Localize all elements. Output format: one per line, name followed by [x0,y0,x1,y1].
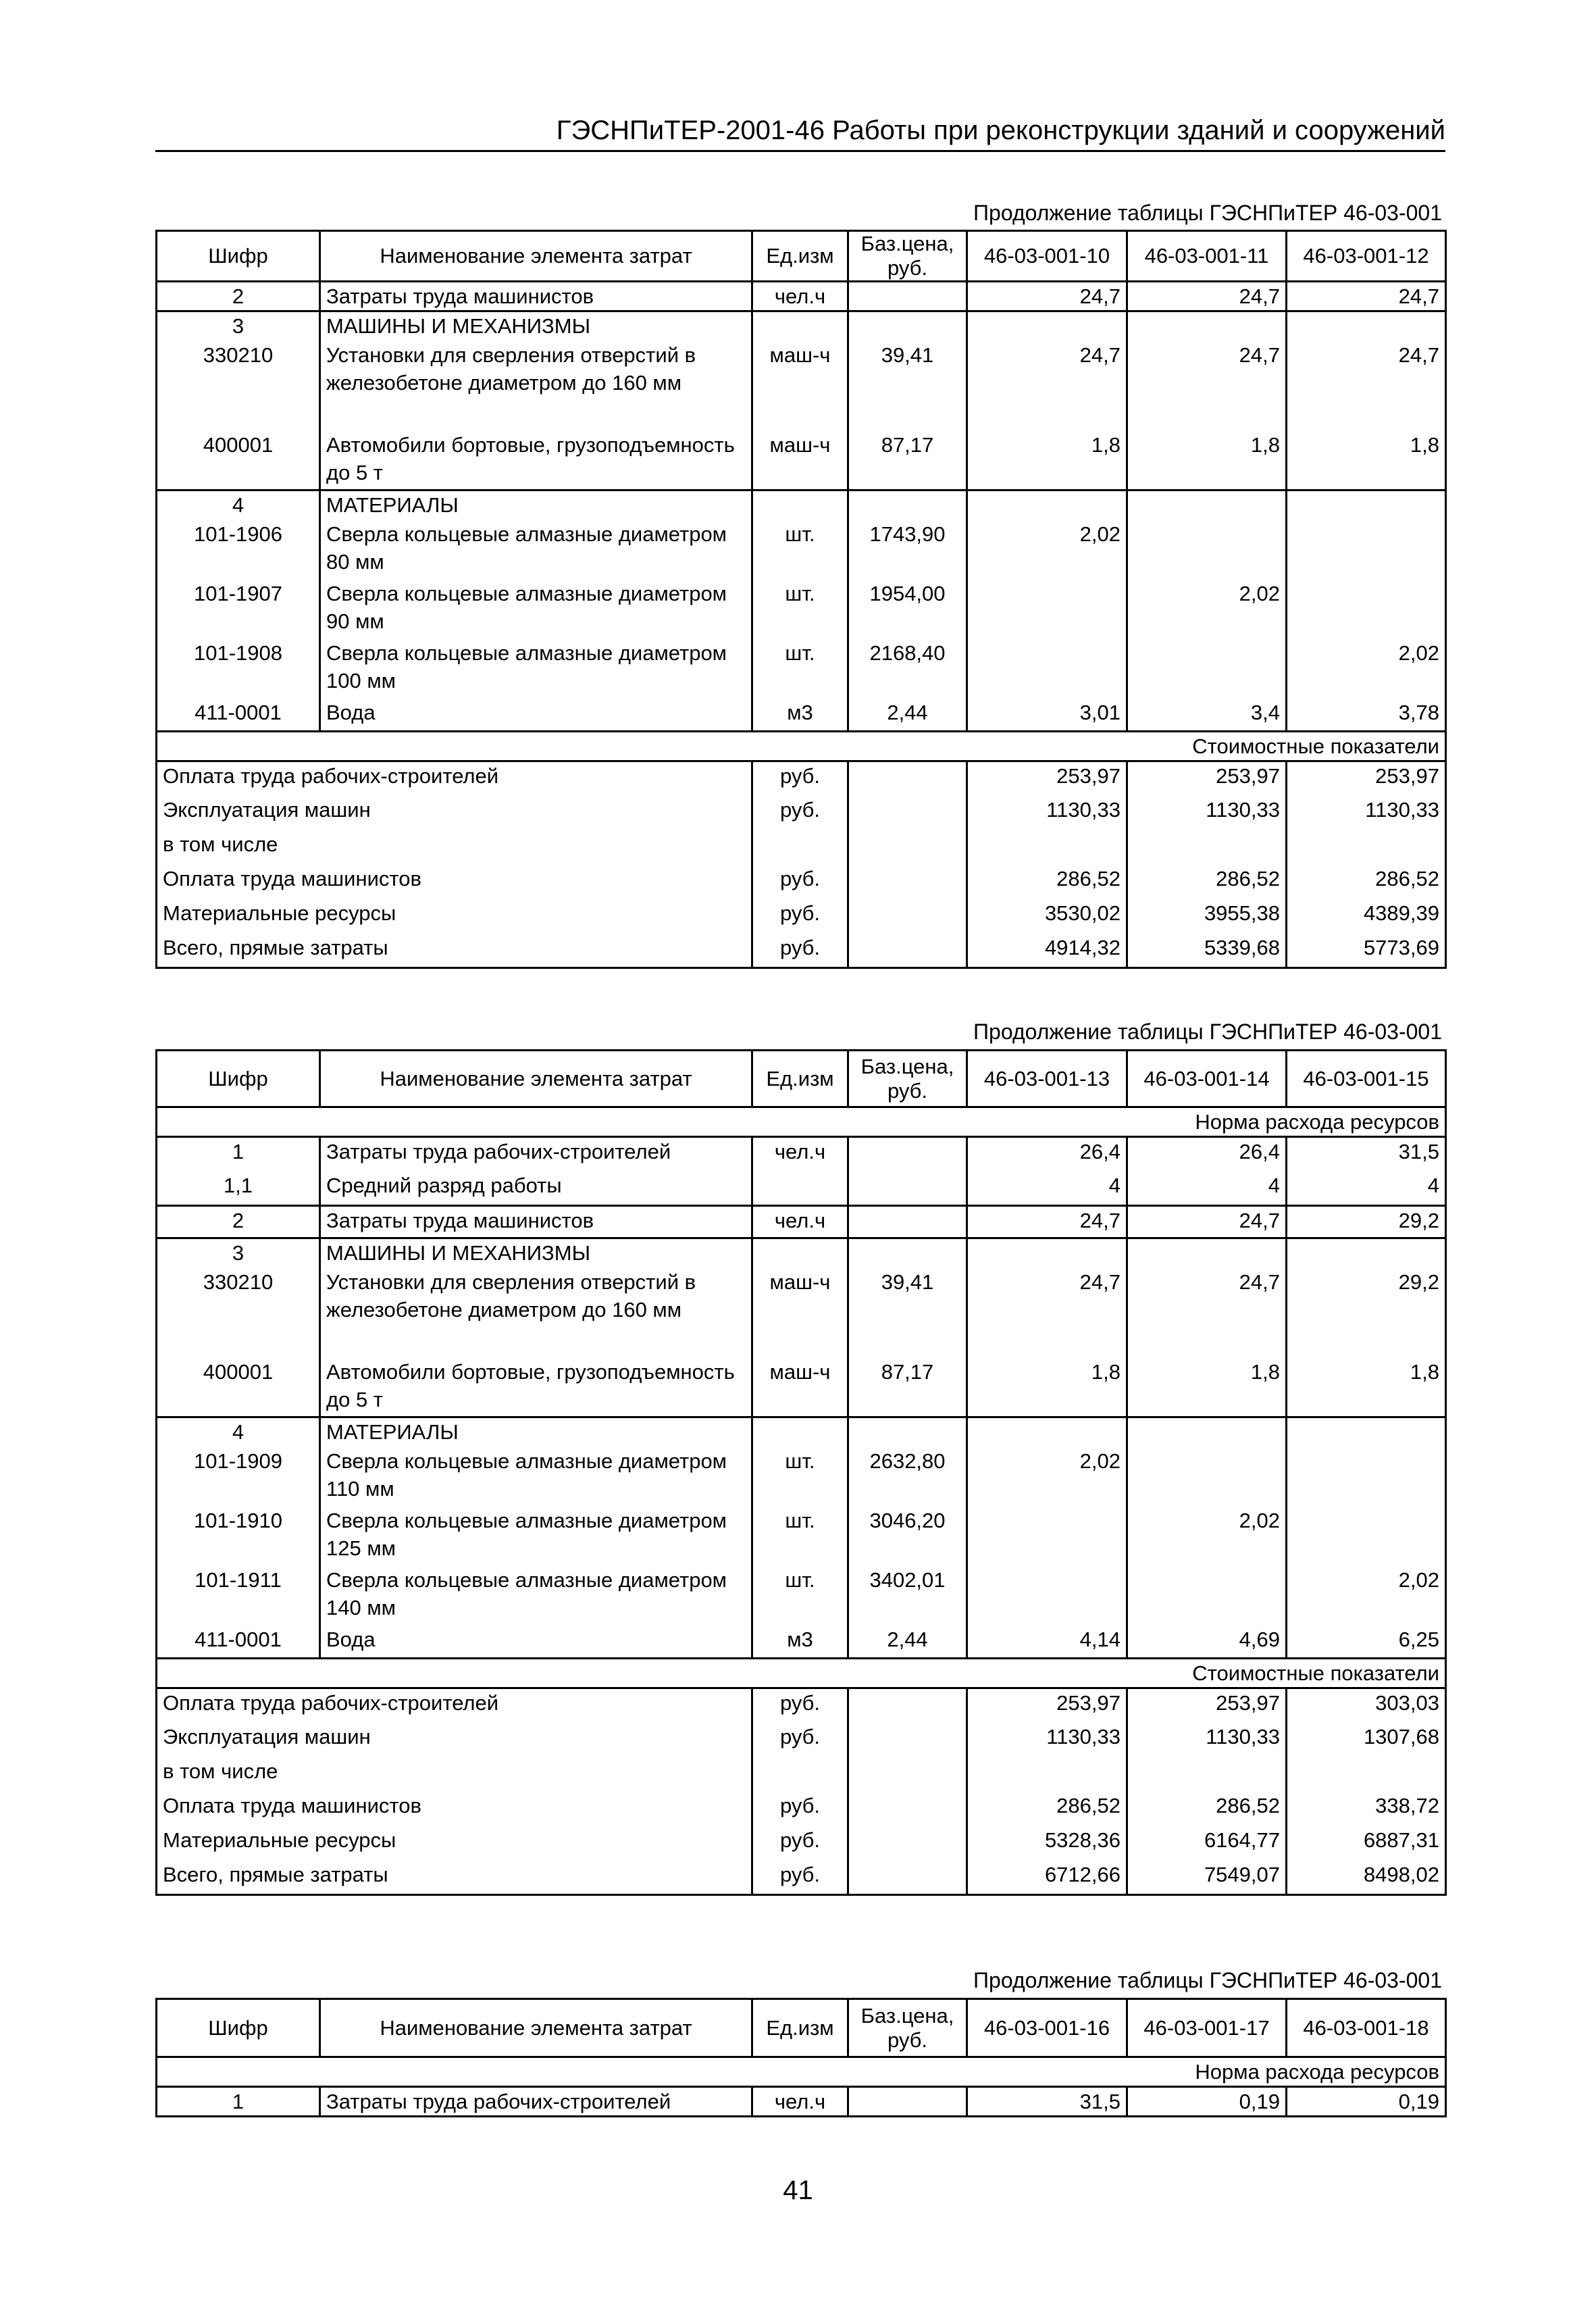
cost-value-cell [967,1757,1127,1792]
table-row [157,1566,1446,1626]
resource-table-3 [155,1998,1447,2117]
norm-value-cell: 2,02 [1287,639,1446,699]
unit-cell: руб. [752,761,848,796]
cost-row [157,934,1446,968]
code-cell: 101-1911 [157,1566,320,1626]
unit-cell: маш-ч [752,341,848,431]
unit-cell [752,1757,848,1792]
norm-value-cell: 1,8 [967,1358,1127,1417]
code-cell: 2 [157,282,320,311]
table-row [157,1137,1446,1172]
table-caption: Продолжение таблицы ГЭСНПиТЕР 46-03-001 [973,1968,1442,1992]
norm-value-cell: 24,7 [1127,1268,1287,1358]
norm-value-cell [967,580,1127,639]
name-cell: Сверла кольцевые алмазные диаметром 110 мм [320,1447,752,1507]
col-norm-header: 46-03-001-18 [1287,1999,1446,2057]
price-cell: 2,44 [848,1626,967,1659]
table-row [157,1417,1446,1447]
price-cell: 2,44 [848,699,967,732]
price-cell [848,1688,967,1723]
unit-cell: м3 [752,1626,848,1659]
norm-value-cell: 1,8 [967,431,1127,491]
name-cell: Средний разряд работы [320,1172,752,1206]
norm-value-cell [1287,491,1446,520]
col-norm-header: 46-03-001-13 [967,1051,1127,1107]
name-cell: Затраты труда рабочих-строителей [320,2087,752,2117]
name-cell: Сверла кольцевые алмазные диаметром 125 мм [320,1507,752,1566]
running-header: ГЭСНПиТЕР-2001-46 Работы при реконструкции зданий и сооружений [556,116,1445,145]
norm-value-cell: 3,78 [1287,699,1446,732]
table-caption: Продолжение таблицы ГЭСНПиТЕР 46-03-001 [973,1020,1442,1044]
code-cell: 411-0001 [157,1626,320,1659]
norm-value-cell [967,1417,1127,1447]
cost-row [157,865,1446,899]
norm-value-cell: 2,02 [1287,1566,1446,1626]
norm-value-cell: 2,02 [1127,1507,1287,1566]
name-cell: Затраты труда машинистов [320,282,752,311]
norm-value-cell: 24,7 [967,1206,1127,1238]
col-code-header: Шифр [157,1051,320,1107]
cost-value-cell: 1307,68 [1287,1723,1446,1757]
cost-value-cell: 286,52 [967,865,1127,899]
cost-row [157,1757,1446,1792]
table-row [157,431,1446,491]
norm-value-cell [1287,1417,1446,1447]
cost-row [157,899,1446,934]
unit-cell [752,491,848,520]
code-cell: 411-0001 [157,699,320,732]
norm-value-cell: 31,5 [967,2087,1127,2117]
table-row [157,1507,1446,1566]
norm-value-cell [967,1238,1127,1268]
unit-cell [752,830,848,865]
norm-value-cell: 4,69 [1127,1626,1287,1659]
norm-value-cell: 3,01 [967,699,1127,732]
name-cell: Вода [320,699,752,732]
unit-cell: руб. [752,1826,848,1861]
norm-value-cell: 4 [967,1172,1127,1206]
norm-value-cell: 29,2 [1287,1206,1446,1238]
name-cell: Затраты труда машинистов [320,1206,752,1238]
unit-cell: руб. [752,1688,848,1723]
price-cell [848,899,967,934]
cost-value-cell: 8498,02 [1287,1861,1446,1895]
cost-row [157,796,1446,830]
cost-value-cell [1127,1757,1287,1792]
norm-value-cell: 24,7 [967,1268,1127,1358]
name-cell: МАТЕРИАЛЫ [320,491,752,520]
cost-name-cell: Эксплуатация машин [157,1723,752,1757]
name-cell: Автомобили бортовые, грузоподъемность до 5 т [320,431,752,491]
code-cell: 101-1908 [157,639,320,699]
table-row [157,2087,1446,2117]
norm-value-cell [967,1507,1127,1566]
price-cell [848,1826,967,1861]
norm-value-cell: 4,14 [967,1626,1127,1659]
price-cell [848,2087,967,2117]
price-cell: 3046,20 [848,1507,967,1566]
cost-name-cell: в том числе [157,830,752,865]
col-unit-header: Ед.изм [752,231,848,282]
cost-section-label: Стоимостные показатели [157,1659,1446,1688]
col-code-header: Шифр [157,231,320,282]
cost-name-cell: Эксплуатация машин [157,796,752,830]
norm-value-cell: 1,8 [1127,431,1287,491]
table-row [157,1172,1446,1206]
unit-cell: руб. [752,796,848,830]
section-row [157,1659,1446,1688]
price-cell [848,761,967,796]
price-cell [848,311,967,341]
unit-cell: маш-ч [752,431,848,491]
cost-name-cell: Оплата труда машинистов [157,865,752,899]
price-cell [848,491,967,520]
norm-value-cell [1127,1566,1287,1626]
section-row [157,2057,1446,2087]
cost-value-cell: 1130,33 [967,1723,1127,1757]
norm-value-cell: 4 [1287,1172,1446,1206]
table-row [157,1447,1446,1507]
norm-value-cell: 26,4 [967,1137,1127,1172]
norm-value-cell [1127,1447,1287,1507]
price-cell: 1954,00 [848,580,967,639]
norm-value-cell [1127,1417,1287,1447]
norm-value-cell [1127,491,1287,520]
norm-value-cell: 3,4 [1127,699,1287,732]
table-row [157,1268,1446,1358]
cost-value-cell: 1130,33 [967,796,1127,830]
price-cell [848,1723,967,1757]
col-code-header: Шифр [157,1999,320,2057]
cost-row [157,1826,1446,1861]
norm-value-cell: 24,7 [1287,282,1446,311]
cost-value-cell [1287,830,1446,865]
resource-table-2 [155,1049,1447,1896]
unit-cell: руб. [752,865,848,899]
cost-value-cell: 1130,33 [1127,1723,1287,1757]
code-cell: 101-1907 [157,580,320,639]
section-row [157,1107,1446,1137]
cost-name-cell: Оплата труда рабочих-строителей [157,1688,752,1723]
unit-cell: шт. [752,580,848,639]
col-norm-header: 46-03-001-15 [1287,1051,1446,1107]
cost-value-cell: 6164,77 [1127,1826,1287,1861]
price-cell: 2632,80 [848,1447,967,1507]
col-name-header: Наименование элемента затрат [320,231,752,282]
cost-value-cell: 253,97 [967,761,1127,796]
norm-value-cell: 1,8 [1287,1358,1446,1417]
norm-value-cell [967,311,1127,341]
code-cell: 1 [157,2087,320,2117]
cost-row [157,761,1446,796]
cost-value-cell: 5339,68 [1127,934,1287,968]
unit-cell: шт. [752,1447,848,1507]
col-norm-header: 46-03-001-16 [967,1999,1127,2057]
cost-section-label: Стоимостные показатели [157,732,1446,761]
cost-name-cell: в том числе [157,1757,752,1792]
name-cell: Вода [320,1626,752,1659]
norm-value-cell [967,1566,1127,1626]
cost-name-cell: Материальные ресурсы [157,899,752,934]
cost-row [157,830,1446,865]
norm-value-cell [1287,580,1446,639]
cost-row [157,1792,1446,1826]
price-cell: 87,17 [848,1358,967,1417]
table-row [157,341,1446,431]
code-cell: 101-1909 [157,1447,320,1507]
unit-cell: чел.ч [752,2087,848,2117]
price-cell [848,1861,967,1895]
norm-value-cell [1287,1238,1446,1268]
unit-cell: шт. [752,1507,848,1566]
cost-value-cell: 6712,66 [967,1861,1127,1895]
norm-value-cell [967,491,1127,520]
unit-cell: чел.ч [752,1137,848,1172]
norm-value-cell: 2,02 [967,1447,1127,1507]
norm-section-label: Норма расхода ресурсов [157,2057,1446,2087]
price-cell [848,1417,967,1447]
cost-value-cell [1287,1757,1446,1792]
col-norm-header: 46-03-001-12 [1287,231,1446,282]
price-cell: 2168,40 [848,639,967,699]
cost-name-cell: Оплата труда рабочих-строителей [157,761,752,796]
code-cell: 400001 [157,1358,320,1417]
cost-row [157,1861,1446,1895]
resource-table-1 [155,230,1447,969]
table-row [157,1206,1446,1238]
code-cell: 400001 [157,431,320,491]
table-row [157,311,1446,341]
norm-value-cell: 4 [1127,1172,1287,1206]
name-cell: Сверла кольцевые алмазные диаметром 140 мм [320,1566,752,1626]
price-cell [848,934,967,968]
cost-value-cell: 286,52 [1127,1792,1287,1826]
table-row [157,1626,1446,1659]
col-norm-header: 46-03-001-10 [967,231,1127,282]
code-cell: 330210 [157,341,320,431]
norm-value-cell: 29,2 [1287,1268,1446,1358]
price-cell [848,830,967,865]
table-row [157,699,1446,732]
price-cell [848,1172,967,1206]
table-row [157,639,1446,699]
norm-value-cell: 24,7 [967,341,1127,431]
cost-name-cell: Всего, прямые затраты [157,1861,752,1895]
page-number: 41 [783,2175,813,2205]
norm-value-cell [1287,1447,1446,1507]
cost-value-cell: 3530,02 [967,899,1127,934]
cost-value-cell [1127,830,1287,865]
unit-cell: руб. [752,1861,848,1895]
price-cell [848,1137,967,1172]
cost-value-cell: 253,97 [1287,761,1446,796]
cost-value-cell: 7549,07 [1127,1861,1287,1895]
price-cell: 39,41 [848,341,967,431]
cost-value-cell: 286,52 [967,1792,1127,1826]
col-norm-header: 46-03-001-11 [1127,231,1287,282]
price-cell [848,1206,967,1238]
table-row [157,520,1446,580]
unit-cell: шт. [752,639,848,699]
unit-cell [752,1417,848,1447]
norm-value-cell: 26,4 [1127,1137,1287,1172]
unit-cell: руб. [752,934,848,968]
norm-value-cell: 0,19 [1287,2087,1446,2117]
unit-cell: шт. [752,1566,848,1626]
price-cell [848,1792,967,1826]
norm-value-cell [1127,1238,1287,1268]
norm-value-cell: 24,7 [1127,341,1287,431]
name-cell: МАТЕРИАЛЫ [320,1417,752,1447]
unit-cell: чел.ч [752,282,848,311]
norm-value-cell [1127,639,1287,699]
unit-cell: руб. [752,1792,848,1826]
cost-row [157,1723,1446,1757]
unit-cell: руб. [752,1723,848,1757]
price-cell [848,1757,967,1792]
section-row [157,732,1446,761]
cost-value-cell: 253,97 [1127,1688,1287,1723]
norm-value-cell [967,639,1127,699]
norm-section-label: Норма расхода ресурсов [157,1107,1446,1137]
norm-value-cell: 24,7 [967,282,1127,311]
norm-value-cell [1287,1507,1446,1566]
price-cell: 3402,01 [848,1566,967,1626]
norm-value-cell: 1,8 [1287,431,1446,491]
cost-name-cell: Материальные ресурсы [157,1826,752,1861]
name-cell: Установки для сверления отверстий в железобетоне диаметром до 160 мм [320,341,752,431]
unit-cell: маш-ч [752,1268,848,1358]
table-row [157,1358,1446,1417]
cost-value-cell: 253,97 [967,1688,1127,1723]
cost-value-cell: 286,52 [1127,865,1287,899]
unit-cell [752,311,848,341]
table-row [157,491,1446,520]
cost-name-cell: Оплата труда машинистов [157,1792,752,1826]
cost-row [157,1688,1446,1723]
cost-value-cell: 1130,33 [1287,796,1446,830]
col-unit-header: Ед.изм [752,1999,848,2057]
table-header-row [157,1999,1446,2057]
code-cell: 1 [157,1137,320,1172]
norm-value-cell: 2,02 [1127,580,1287,639]
col-unit-header: Ед.изм [752,1051,848,1107]
cost-value-cell [967,830,1127,865]
code-cell: 4 [157,491,320,520]
table-row [157,580,1446,639]
code-cell: 101-1906 [157,520,320,580]
cost-name-cell: Всего, прямые затраты [157,934,752,968]
norm-value-cell: 31,5 [1287,1137,1446,1172]
table-row [157,282,1446,311]
code-cell: 3 [157,1238,320,1268]
norm-value-cell [1287,520,1446,580]
col-norm-header: 46-03-001-17 [1127,1999,1287,2057]
code-cell: 330210 [157,1268,320,1358]
name-cell: Установки для сверления отверстий в железобетоне диаметром до 160 мм [320,1268,752,1358]
col-price-header: Баз.цена, руб. [848,231,967,282]
norm-value-cell: 1,8 [1127,1358,1287,1417]
code-cell: 2 [157,1206,320,1238]
col-name-header: Наименование элемента затрат [320,1999,752,2057]
cost-value-cell: 1130,33 [1127,796,1287,830]
norm-value-cell [1127,520,1287,580]
cost-value-cell: 4914,32 [967,934,1127,968]
norm-value-cell: 24,7 [1127,1206,1287,1238]
cost-value-cell: 253,97 [1127,761,1287,796]
norm-value-cell: 24,7 [1287,341,1446,431]
name-cell: Затраты труда рабочих-строителей [320,1137,752,1172]
unit-cell [752,1172,848,1206]
cost-value-cell: 338,72 [1287,1792,1446,1826]
price-cell [848,865,967,899]
name-cell: МАШИНЫ И МЕХАНИЗМЫ [320,1238,752,1268]
cost-value-cell: 3955,38 [1127,899,1287,934]
name-cell: Сверла кольцевые алмазные диаметром 90 мм [320,580,752,639]
price-cell [848,1238,967,1268]
table-header-row [157,1051,1446,1107]
table-row [157,1238,1446,1268]
name-cell: Сверла кольцевые алмазные диаметром 80 мм [320,520,752,580]
name-cell: Автомобили бортовые, грузоподъемность до 5 т [320,1358,752,1417]
unit-cell: маш-ч [752,1358,848,1417]
price-cell [848,796,967,830]
norm-value-cell [1287,311,1446,341]
cost-value-cell: 5773,69 [1287,934,1446,968]
cost-value-cell: 4389,39 [1287,899,1446,934]
price-cell: 87,17 [848,431,967,491]
unit-cell: шт. [752,520,848,580]
unit-cell: м3 [752,699,848,732]
price-cell [848,282,967,311]
code-cell: 1,1 [157,1172,320,1206]
name-cell: МАШИНЫ И МЕХАНИЗМЫ [320,311,752,341]
norm-value-cell: 6,25 [1287,1626,1446,1659]
price-cell: 1743,90 [848,520,967,580]
col-name-header: Наименование элемента затрат [320,1051,752,1107]
unit-cell: чел.ч [752,1206,848,1238]
col-price-header: Баз.цена, руб. [848,1051,967,1107]
norm-value-cell: 24,7 [1127,282,1287,311]
code-cell: 3 [157,311,320,341]
col-price-header: Баз.цена, руб. [848,1999,967,2057]
code-cell: 101-1910 [157,1507,320,1566]
header-rule [155,150,1445,152]
name-cell: Сверла кольцевые алмазные диаметром 100 мм [320,639,752,699]
cost-value-cell: 5328,36 [967,1826,1127,1861]
code-cell: 4 [157,1417,320,1447]
norm-value-cell: 0,19 [1127,2087,1287,2117]
table-header-row [157,231,1446,282]
norm-value-cell [1127,311,1287,341]
unit-cell: руб. [752,899,848,934]
price-cell: 39,41 [848,1268,967,1358]
table-caption: Продолжение таблицы ГЭСНПиТЕР 46-03-001 [973,201,1442,225]
unit-cell [752,1238,848,1268]
cost-value-cell: 6887,31 [1287,1826,1446,1861]
cost-value-cell: 303,03 [1287,1688,1446,1723]
cost-value-cell: 286,52 [1287,865,1446,899]
norm-value-cell: 2,02 [967,520,1127,580]
col-norm-header: 46-03-001-14 [1127,1051,1287,1107]
